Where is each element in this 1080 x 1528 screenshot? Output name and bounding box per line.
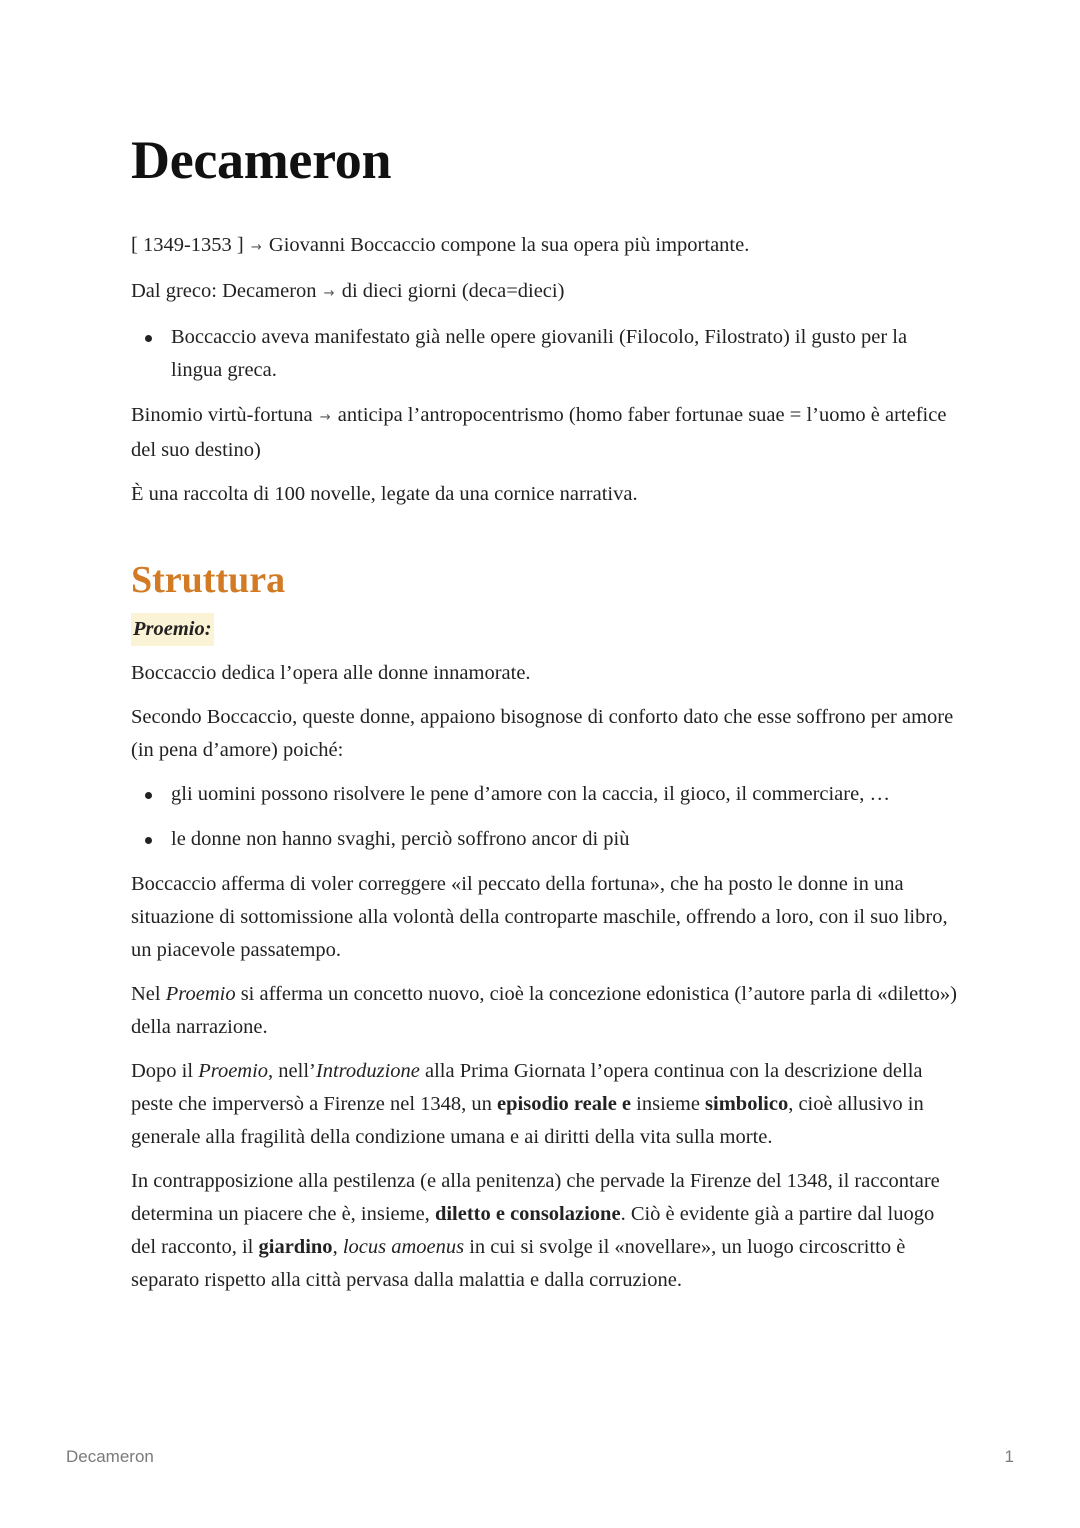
greek-paragraph xyxy=(131,275,961,310)
paragraph-contrapposizione xyxy=(131,1165,961,1297)
greek-right: di dieci giorni (deca=dieci) xyxy=(341,279,565,302)
proemio-label: Proemio: xyxy=(131,613,214,646)
page-number: 1 xyxy=(1004,1447,1014,1466)
paragraph-dedica: Boccaccio dedica l’opera alle donne innamorate. xyxy=(131,662,531,685)
document-page xyxy=(131,128,961,1308)
struttura-bullet-list xyxy=(131,778,961,856)
arrow-right-icon: → xyxy=(323,285,335,301)
arrow-right-icon: → xyxy=(319,409,331,425)
bold-simbolico: simbolico xyxy=(705,1093,789,1116)
binomio-left: Binomio virtù-fortuna xyxy=(131,403,313,426)
bold-diletto-consolazione: diletto e consolazione xyxy=(434,1203,621,1226)
paragraph-edonistica xyxy=(131,978,961,1044)
italic-introduzione: Introduzione xyxy=(315,1060,420,1083)
arrow-right-icon: → xyxy=(250,239,262,255)
text-run: alla Prima Giornata l’opera continua con la descrizione della peste che imperversò a Firenze nel 1348, un xyxy=(131,1060,923,1116)
text-run: . Ciò è evidente già a partire dal luogo del racconto, il xyxy=(131,1203,935,1259)
binomio-paragraph xyxy=(131,399,961,467)
dates-bracket: [ 1349-1353 ] xyxy=(131,233,244,256)
intro-section xyxy=(131,229,961,511)
italic-proemio: Proemio xyxy=(165,983,236,1006)
list-item: gli uomini possono risolvere le pene d’amore con la caccia, il gioco, il commerciare, … xyxy=(131,778,961,811)
text-run: , nell’ xyxy=(268,1060,316,1083)
bold-episodio-reale: episodio reale e xyxy=(497,1093,632,1116)
greek-left: Dal greco: Decameron xyxy=(131,279,317,302)
paragraph-peccato: Boccaccio afferma di voler correggere «il peccato della fortuna», che ha posto le donne in una situazione di sottomissione alla volontà della controparte maschile, offrendo a loro, con il suo libro, un piacevole passatempo. xyxy=(131,873,948,962)
paragraph-conforto: Secondo Boccaccio, queste donne, appaiono bisognose di conforto dato che esse soffrono per amore (in pena d’amore) poiché: xyxy=(131,706,954,762)
dates-text: Giovanni Boccaccio compone la sua opera più importante. xyxy=(268,233,750,256)
text-run: in cui si svolge il «novellare», un luogo circoscritto è separato rispetto alla città pervasa dalla malattia e dalla corruzione. xyxy=(131,1236,906,1292)
text-run: Nel xyxy=(131,983,166,1006)
dates-paragraph xyxy=(131,229,961,264)
list-item: Boccaccio aveva manifestato già nelle opere giovanili (Filocolo, Filostrato) il gusto per la lingua greca. xyxy=(131,321,961,387)
raccolta-paragraph: È una raccolta di 100 novelle, legate da una cornice narrativa. xyxy=(131,482,638,505)
proemio-label-paragraph xyxy=(131,613,961,646)
binomio-right: anticipa l’antropocentrismo (homo faber fortunae suae = l’uomo è artefice del suo destino) xyxy=(131,403,947,461)
text-run: si afferma un concetto nuovo, cioè la concezione edonistica (l’autore parla di «diletto») della narrazione. xyxy=(131,983,957,1039)
paragraph-peste xyxy=(131,1055,961,1154)
italic-proemio: Proemio xyxy=(198,1060,269,1083)
text-run: , xyxy=(332,1236,343,1259)
text-run: Dopo il xyxy=(131,1060,199,1083)
document-title: Decameron xyxy=(131,130,392,190)
list-item: le donne non hanno svaghi, perciò soffrono ancor di più xyxy=(131,823,961,856)
italic-locus-amoenus: locus amoenus xyxy=(342,1236,465,1259)
text-run: , cioè allusivo in generale alla fragilità della condizione umana e ai diritti della vita sulla morte. xyxy=(131,1093,924,1149)
bold-giardino: giardino xyxy=(258,1236,333,1259)
intro-bullet-list xyxy=(131,321,961,387)
section-heading-struttura: Struttura xyxy=(131,558,286,601)
text-run: In contrapposizione alla pestilenza (e alla penitenza) che pervade la Firenze del 1348, il raccontare determina un piacere che è, insieme, xyxy=(131,1170,940,1226)
text-run: insieme xyxy=(631,1093,706,1116)
footer-title: Decameron xyxy=(66,1447,154,1466)
